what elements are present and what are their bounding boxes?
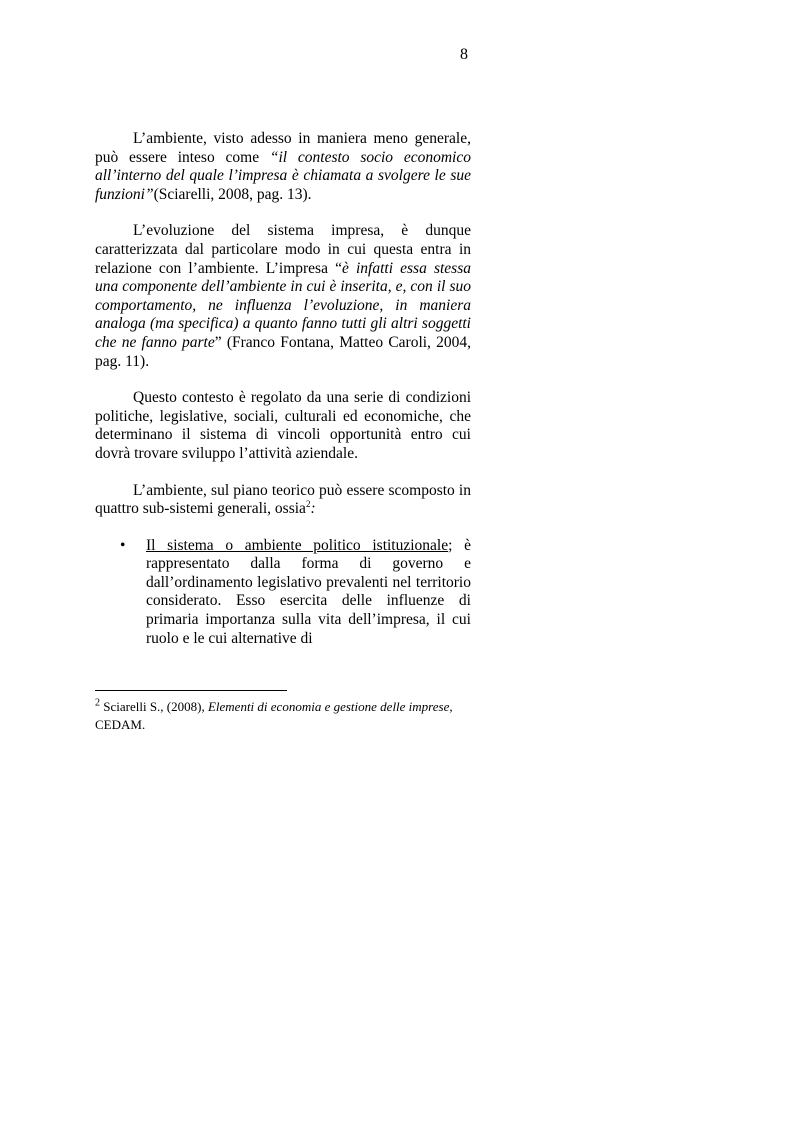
footnote-divider xyxy=(95,690,287,691)
paragraph-1-text: L’ambiente, visto adesso in maniera meno generale, può essere inteso come xyxy=(95,130,471,166)
paragraph-1-quote: “il contesto socio economico all’interno del quale l’impresa è chiamata a svolgere le sue funzioni” xyxy=(95,148,471,203)
paragraph-3: Questo contesto è regolato da una serie di condizioni politiche, legislative, sociali, culturali ed economiche, che determinano il sistema di vincoli opportunità entro cui dovrà trovare sviluppo l’attività aziendale. xyxy=(95,389,471,462)
list-item xyxy=(95,537,471,649)
paragraph-2 xyxy=(95,222,471,371)
paragraph-2-quote: è infatti essa stessa una componente dell’ambiente in cui è inserita, e, con il suo comportamento, ne influenza l’evoluzione, in maniera analoga (ma specifica) a quanto fanno tutti gli altri soggetti che ne fanno parte xyxy=(95,259,471,351)
footnote-publisher: CEDAM. xyxy=(95,717,146,732)
list-item-text: ; è rappresentato dalla forma di governo e dall’ordinamento legislativo prevalenti nel territorio considerato. Esso esercita delle influenze di primaria importanza sulla vita dell’impresa, il cui ruolo e le cui alternative di xyxy=(146,536,472,647)
paragraph-2-text: L’evoluzione del sistema impresa, è dunque caratterizzata dal particolare modo in cui questa entra in relazione con l’ambiente. L’impresa “ xyxy=(95,222,471,277)
footnote-author: Sciarelli S., (2008), xyxy=(100,699,208,714)
bullet-icon: • xyxy=(120,536,126,554)
paragraph-4 xyxy=(95,482,471,519)
paragraph-1 xyxy=(95,130,471,204)
footnote xyxy=(95,698,471,734)
paragraph-4-colon: : xyxy=(310,500,316,518)
paragraph-4-text: L’ambiente, sul piano teorico può essere scomposto in quattro sub-sistemi generali, ossia xyxy=(95,481,471,518)
paragraph-2-citation: ” (Franco Fontana, Matteo Caroli, 2004, pag. 11). xyxy=(95,333,471,370)
page-number: 8 xyxy=(460,46,468,63)
list-item-title: Il sistema o ambiente politico istituzionale xyxy=(146,536,449,554)
footnote-number: 2 xyxy=(95,697,100,709)
footnote-reference: 2 xyxy=(305,498,311,509)
body-text xyxy=(95,130,471,648)
bullet-list xyxy=(95,537,471,649)
paragraph-1-citation: (Sciarelli, 2008, pag. 13). xyxy=(153,185,312,203)
footnote-title: Elementi di economia e gestione delle imprese, xyxy=(207,699,453,714)
